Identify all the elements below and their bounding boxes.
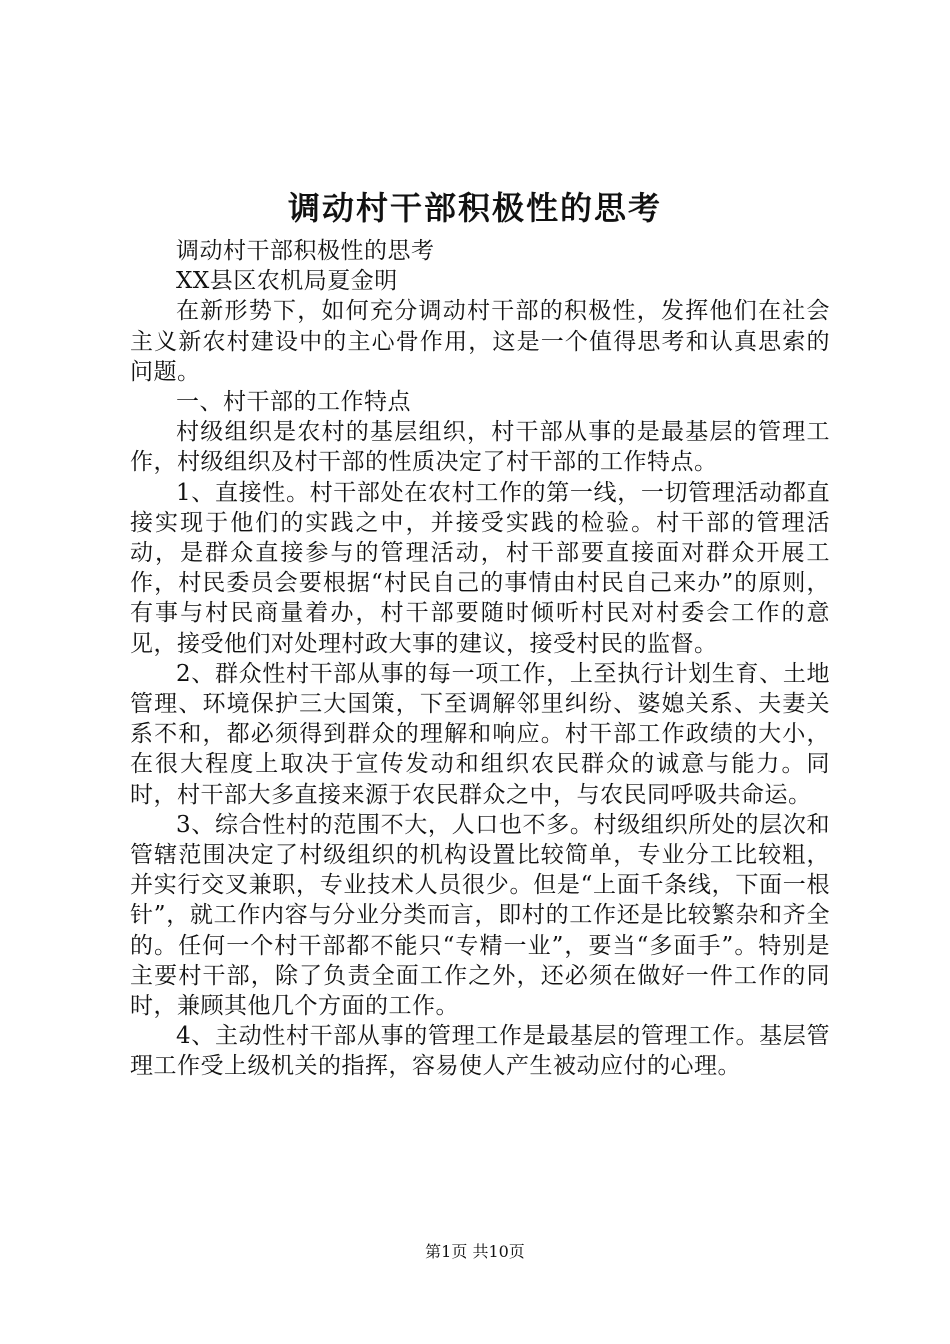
paragraph-point-2: 2、群众性村干部从事的每一项工作，上至执行计划生育、土地管理、环境保护三大国策，下至调解邻里纠纷、婆媳关系、夫妻关系不和，都必须得到群众的理解和响应。村干部工作政绩的大小，在很大程度上取决于宣传发动和组织农民群众的诚意与能力。同时，村干部大多直接来源于农民群众之中，与农民同呼吸共命运。 bbox=[130, 660, 830, 808]
paragraph-point-3: 3、综合性村的范围不大，人口也不多。村级组织所处的层次和管辖范围决定了村级组织的机构设置比较简单，专业分工比较粗，并实行交叉兼职，专业技术人员很少。但是“上面千条线，下面一根针”，就工作内容与分业分类而言，即村的工作还是比较繁杂和齐全的。任何一个村干部都不能只“专精一业”，要当“多面手”。特别是主要村干部，除了负责全面工作之外，还必须在做好一件工作的同时，兼顾其他几个方面的工作。 bbox=[130, 811, 830, 1020]
page-number: 第1页 共10页 bbox=[425, 1242, 525, 1261]
paragraph-intro: 在新形势下，如何充分调动村干部的积极性，发挥他们在社会主义新农村建设中的主心骨作用，这是一个值得思考和认真思索的问题。 bbox=[130, 298, 830, 385]
paragraph-author: XX县区农机局夏金明 bbox=[176, 268, 398, 295]
document-title: 调动村干部积极性的思考 bbox=[287, 189, 662, 227]
paragraph-subtitle: 调动村干部积极性的思考 bbox=[176, 238, 435, 264]
paragraph: 村级组织是农村的基层组织，村干部从事的是最基层的管理工作，村级组织及村干部的性质决定了村干部的工作特点。 bbox=[130, 419, 830, 476]
paragraph-point-4: 4、主动性村干部从事的管理工作是最基层的管理工作。基层管理工作受上级机关的指挥，容易使人产生被动应付的心理。 bbox=[130, 1023, 830, 1080]
section-heading: 一、村干部的工作特点 bbox=[176, 389, 411, 416]
paragraph-point-1: 1、直接性。村干部处在农村工作的第一线，一切管理活动都直接实现于他们的实践之中，并接受实践的检验。村干部的管理活动，是群众直接参与的管理活动，村干部要直接面对群众开展工作，村民委员会要根据“村民自己的事情由村民自己来办”的原则，有事与村民商量着办，村干部要随时倾听村民对村委会工作的意见，接受他们对处理村政大事的建议，接受村民的监督。 bbox=[130, 479, 830, 657]
document-body bbox=[130, 236, 830, 1082]
